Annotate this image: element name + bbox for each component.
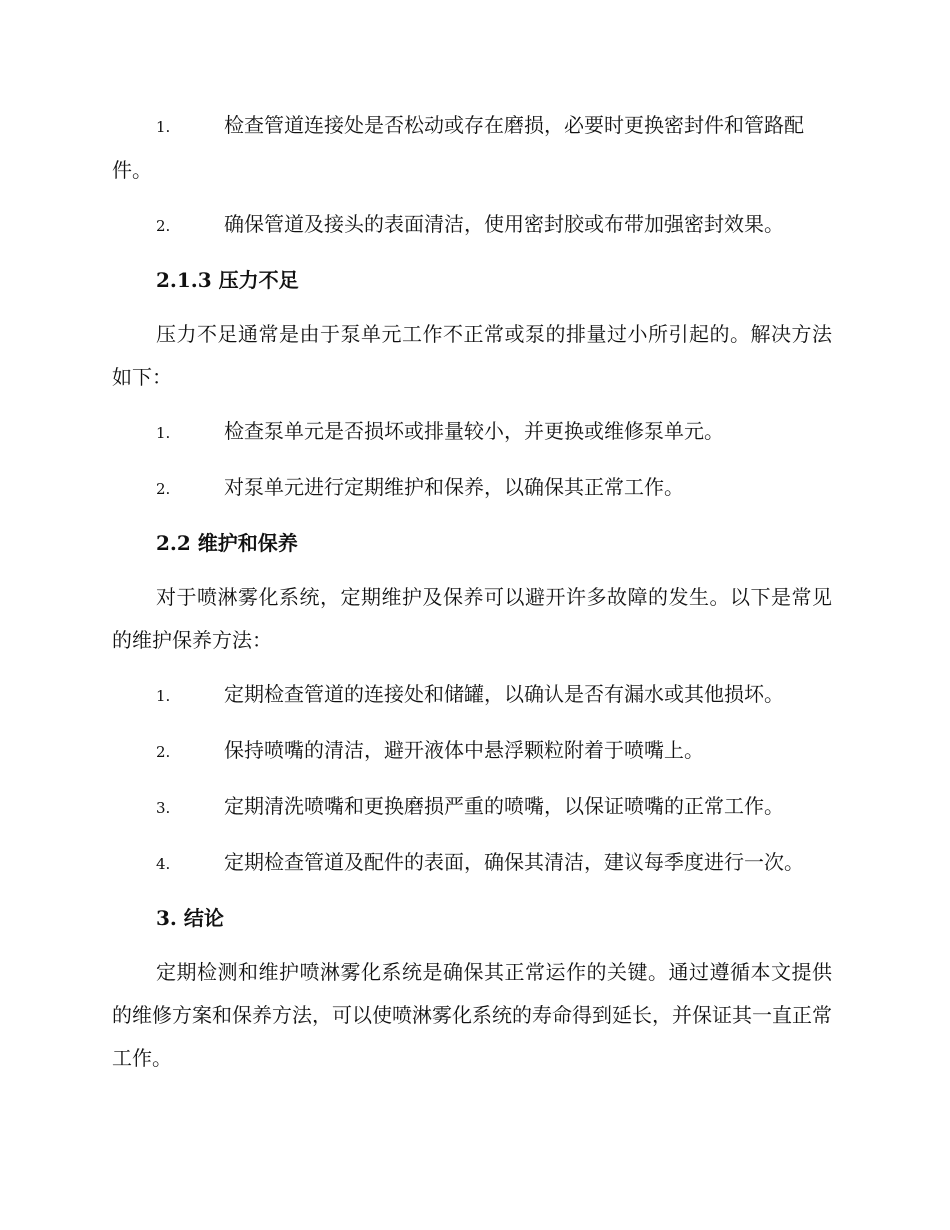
list-item bbox=[112, 203, 832, 248]
list-item bbox=[112, 466, 832, 511]
list-item bbox=[112, 673, 832, 718]
list-text: 定期检查管道及配件的表面，确保其清洁，建议每季度进行一次。 bbox=[224, 850, 804, 874]
list-number: 3. bbox=[156, 799, 171, 817]
paragraph: 压力不足通常是由于泵单元工作不正常或泵的排量过小所引起的。解决方法如下： bbox=[112, 322, 832, 389]
list-number: 1. bbox=[156, 424, 171, 442]
paragraph: 定期检测和维护喷淋雾化系统是确保其正常运作的关键。通过遵循本文提供的维修方案和保养方法，可以使喷淋雾化系统的寿命得到延长，并保证其一直正常工作。 bbox=[112, 960, 832, 1070]
list-text: 对泵单元进行定期维护和保养，以确保其正常工作。 bbox=[224, 475, 684, 499]
document-page bbox=[112, 104, 832, 1091]
list-text: 确保管道及接头的表面清洁，使用密封胶或布带加强密封效果。 bbox=[224, 212, 784, 236]
list-number: 4. bbox=[156, 855, 171, 873]
list-text: 定期检查管道的连接处和储罐，以确认是否有漏水或其他损坏。 bbox=[224, 682, 784, 706]
list-number: 1. bbox=[156, 118, 171, 136]
section-heading-2-1-3: 2.1.3 压力不足 bbox=[156, 268, 299, 292]
paragraph: 对于喷淋雾化系统，定期维护及保养可以避开许多故障的发生。以下是常见的维护保养方法： bbox=[112, 585, 832, 652]
list-text: 检查泵单元是否损坏或排量较小，并更换或维修泵单元。 bbox=[224, 419, 724, 443]
list-text: 检查管道连接处是否松动或存在磨损，必要时更换密封件和管路配件。 bbox=[112, 113, 804, 182]
list-number: 2. bbox=[156, 217, 171, 235]
list-item bbox=[112, 785, 832, 830]
list-item bbox=[112, 729, 832, 774]
section-heading-3: 3. 结论 bbox=[156, 906, 224, 930]
list-number: 2. bbox=[156, 743, 171, 761]
list-item bbox=[112, 104, 832, 192]
list-item bbox=[112, 410, 832, 455]
list-number: 1. bbox=[156, 687, 171, 705]
list-number: 2. bbox=[156, 480, 171, 498]
list-text: 保持喷嘴的清洁，避开液体中悬浮颗粒附着于喷嘴上。 bbox=[224, 738, 704, 762]
section-heading-2-2: 2.2 维护和保养 bbox=[156, 531, 298, 555]
list-item bbox=[112, 841, 832, 886]
list-text: 定期清洗喷嘴和更换磨损严重的喷嘴，以保证喷嘴的正常工作。 bbox=[224, 794, 784, 818]
